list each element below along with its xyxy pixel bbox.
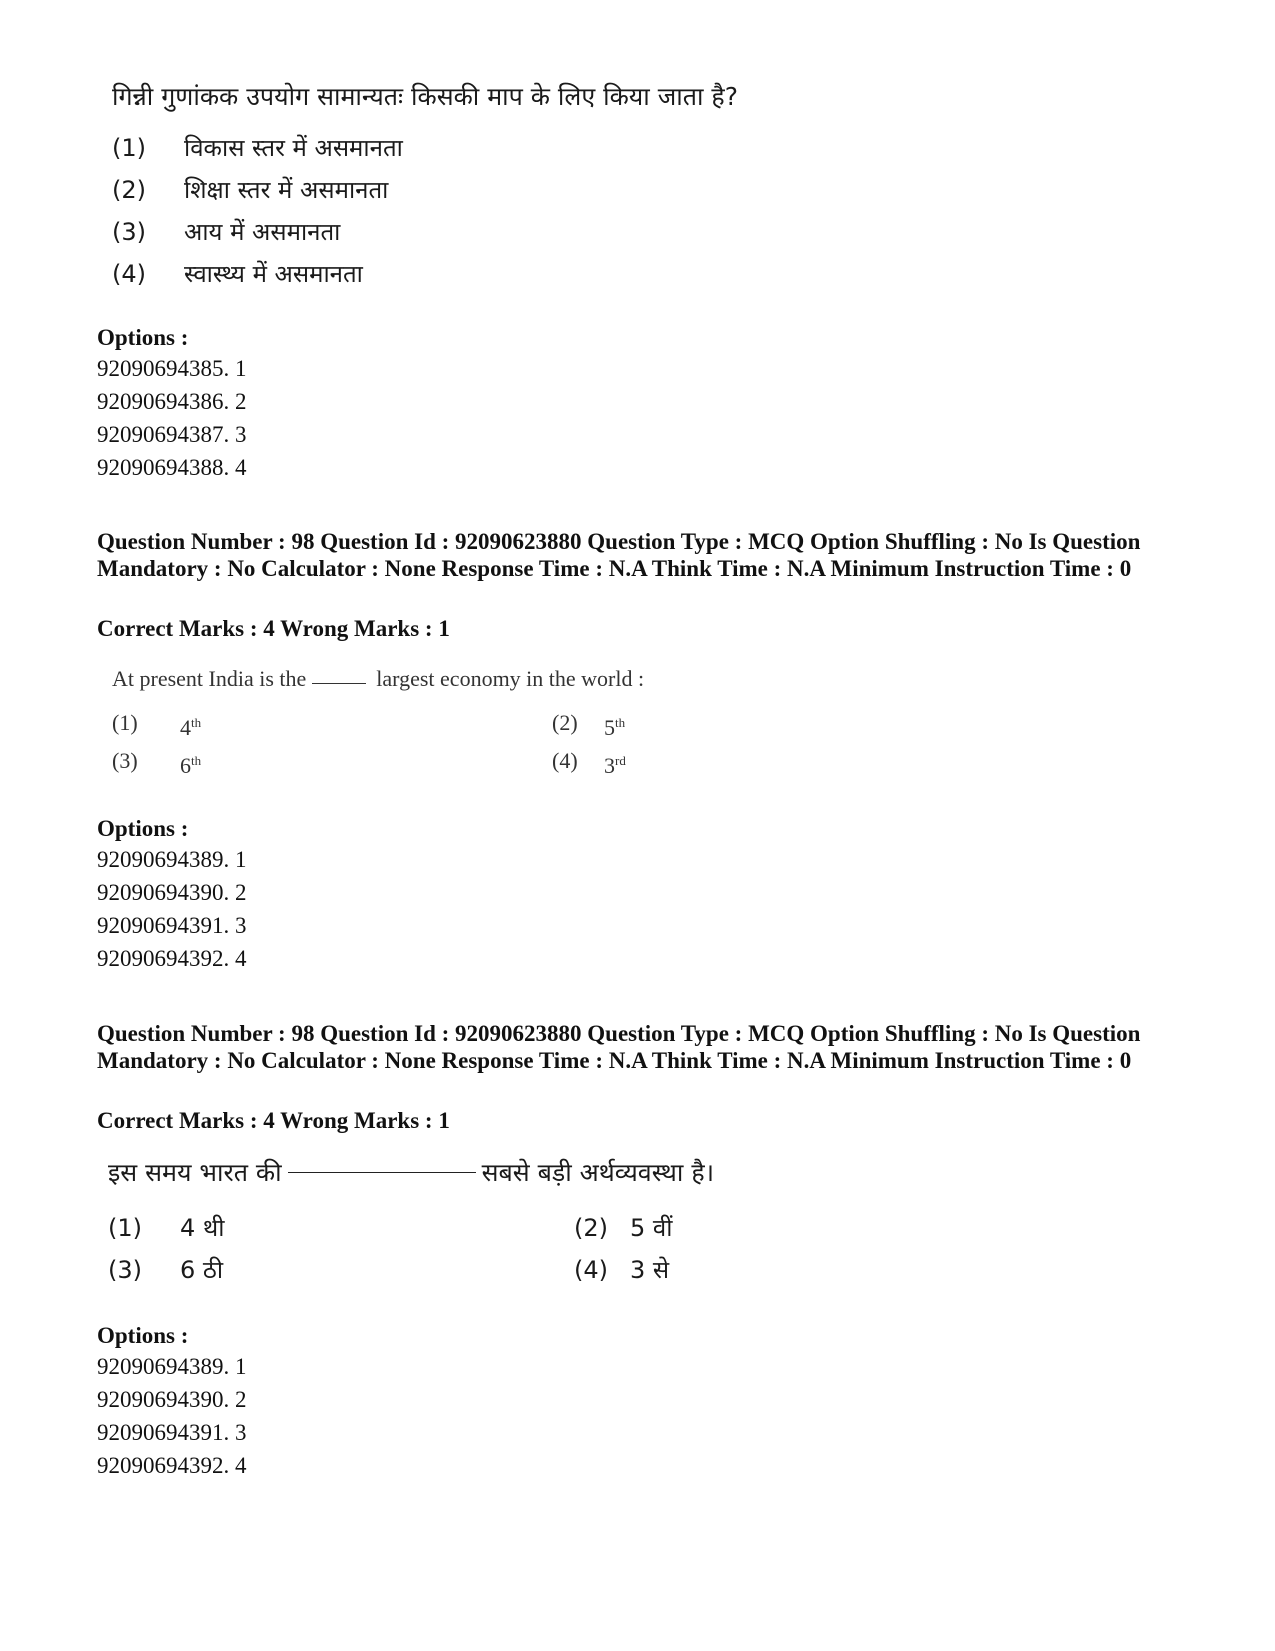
choice-text: 5 वीं (630, 1214, 673, 1242)
answer-blank (288, 1172, 476, 1173)
q98-en-stem (112, 664, 812, 694)
choice-number: (3) (108, 1256, 142, 1284)
choice-text: शिक्षा स्तर में असमानता (184, 176, 389, 204)
choice-number: (3) (112, 218, 146, 246)
stem-before-blank: इस समय भारत की (108, 1158, 282, 1187)
q97-options-list (97, 352, 247, 484)
option-row: 92090694389. 1 (97, 847, 247, 872)
q98-hi-options-list (97, 1350, 247, 1482)
stem-before-blank: At present India is the (112, 666, 307, 691)
q98-hi-question-image (108, 1156, 868, 1296)
choice-text: 6th (180, 753, 202, 778)
answer-blank (312, 683, 366, 684)
option-row: 92090694389. 1 (97, 1354, 247, 1379)
choice-number: (1) (112, 710, 138, 735)
option-row: 92090694391. 3 (97, 1420, 247, 1445)
q98-en-marks: Correct Marks : 4 Wrong Marks : 1 (97, 616, 450, 641)
choice-number: (4) (112, 260, 146, 288)
q98-hi-meta: Question Number : 98 Question Id : 92090623880 Question Type : MCQ Option Shuffling : No Is Question Mandatory : No Calculator : None Response Time : N.A Think Time : N.A Minimum Instruction Time : 0 (97, 1021, 1141, 1073)
stem-after-blank: largest economy in the world : (376, 666, 645, 691)
choice-text: आय में असमानता (184, 218, 341, 246)
q98-hi-stem (108, 1156, 868, 1190)
choice-text: 6 ठी (180, 1256, 224, 1284)
choice-text: 3 से (630, 1256, 670, 1284)
choice-number: (4) (574, 1256, 608, 1284)
choice-number: (2) (552, 710, 578, 735)
stem-after-blank: सबसे बड़ी अर्थव्यवस्था है। (481, 1158, 715, 1187)
q97-question-image (112, 80, 912, 300)
choice-text: स्वास्थ्य में असमानता (184, 260, 363, 288)
choice-number: (4) (552, 748, 578, 773)
q98-en-meta: Question Number : 98 Question Id : 92090623880 Question Type : MCQ Option Shuffling : No Is Question Mandatory : No Calculator : None Response Time : N.A Think Time : N.A Minimum Instruction Time : 0 (97, 529, 1141, 581)
option-row: 92090694390. 2 (97, 1387, 247, 1412)
option-row: 92090694385. 1 (97, 356, 247, 381)
option-row: 92090694387. 3 (97, 422, 247, 447)
option-row: 92090694392. 4 (97, 946, 247, 971)
choice-text: 5th (604, 715, 626, 740)
option-row: 92090694392. 4 (97, 1453, 247, 1478)
choice-text: विकास स्तर में असमानता (184, 134, 403, 162)
choice-number: (3) (112, 748, 138, 773)
choice-number: (1) (108, 1214, 142, 1242)
q98-en-question-image (112, 664, 812, 784)
option-row: 92090694391. 3 (97, 913, 247, 938)
q98-hi-marks: Correct Marks : 4 Wrong Marks : 1 (97, 1108, 450, 1133)
choice-number: (2) (112, 176, 146, 204)
choice-text: 3rd (604, 753, 626, 778)
q98-hi-options-label: Options : (97, 1323, 189, 1348)
choice-text: 4th (180, 715, 202, 740)
choice-number: (2) (574, 1214, 608, 1242)
q97-options-label: Options : (97, 325, 189, 350)
q98-en-options-label: Options : (97, 816, 189, 841)
option-row: 92090694390. 2 (97, 880, 247, 905)
choice-number: (1) (112, 134, 146, 162)
choice-text: 4 थी (180, 1214, 225, 1242)
q98-en-options-list (97, 843, 247, 975)
option-row: 92090694386. 2 (97, 389, 247, 414)
option-row: 92090694388. 4 (97, 455, 247, 480)
q97-stem: गिन्नी गुणांकक उपयोग सामान्यतः किसकी माप के लिए किया जाता है? (112, 82, 738, 111)
